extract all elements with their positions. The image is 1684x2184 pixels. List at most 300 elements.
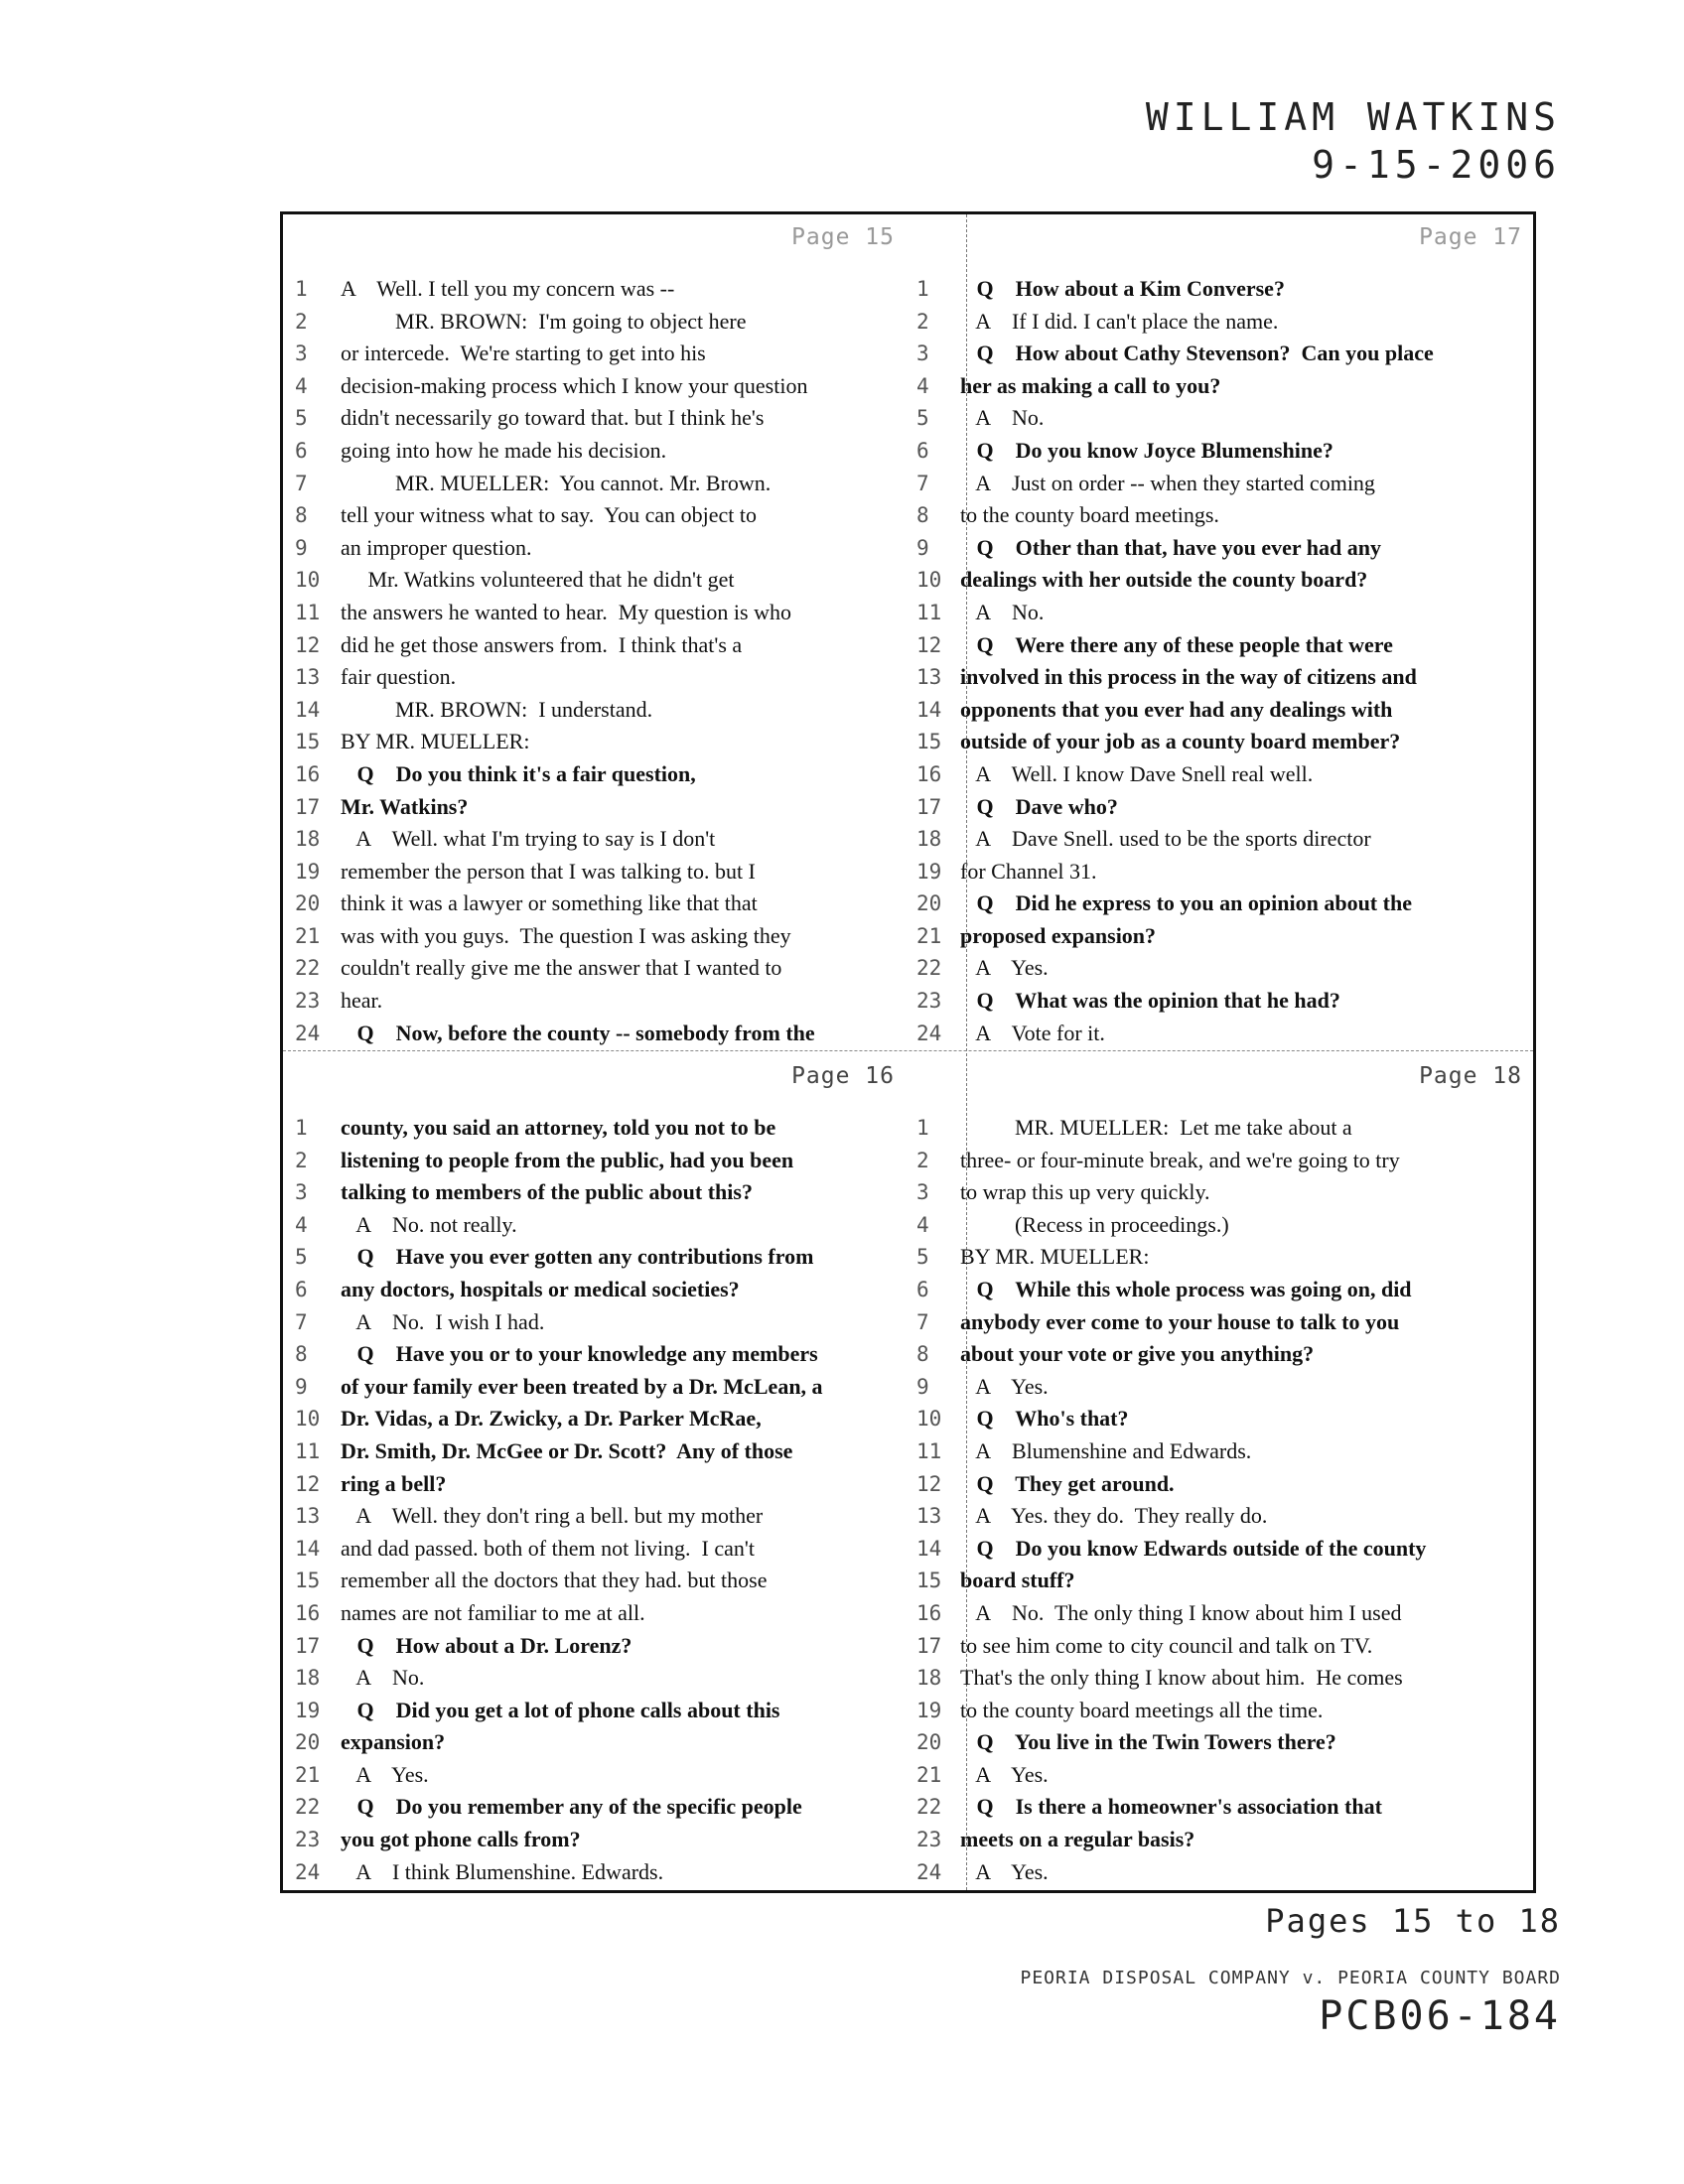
line-text: A Well. they don't ring a bell. but my mother: [341, 1503, 764, 1529]
transcript-line: [911, 1306, 1538, 1339]
transcript-line: [283, 1018, 911, 1050]
line-text: Dr. Vidas, a Dr. Zwicky, a Dr. Parker McRae,: [341, 1406, 762, 1432]
transcript-line: [283, 1145, 911, 1177]
line-text: for Channel 31.: [960, 858, 1097, 884]
line-number: 8: [295, 1342, 308, 1367]
line-number: 5: [916, 1245, 929, 1270]
line-text: A No. The only thing I know about him I used: [960, 1599, 1402, 1625]
transcript-line: [283, 661, 911, 694]
line-number: 19: [916, 1698, 942, 1722]
transcript-line: [283, 402, 911, 435]
line-text: Q Were there any of these people that were: [960, 631, 1393, 657]
line-number: 6: [295, 1277, 308, 1301]
line-text: meets on a regular basis?: [960, 1827, 1195, 1852]
transcript-line: [283, 1791, 911, 1824]
transcript-line: [911, 1565, 1538, 1597]
page-lines: [911, 1112, 1538, 1888]
line-text: involved in this process in the way of citizens and: [960, 664, 1417, 690]
line-number: 24: [916, 1021, 942, 1045]
transcript-line: [911, 1630, 1538, 1663]
line-number: 7: [916, 1309, 929, 1334]
line-text: Q While this whole process was going on, did: [960, 1276, 1412, 1301]
line-number: 12: [295, 632, 321, 657]
transcript-line: [911, 856, 1538, 888]
line-number: 21: [295, 1762, 321, 1787]
transcript-line: [283, 920, 911, 953]
transcript-line: [911, 1274, 1538, 1306]
line-number: 10: [916, 1407, 942, 1432]
line-text: Q Do you think it's a fair question,: [341, 760, 696, 786]
line-text: A Yes. they do. They really do.: [960, 1503, 1268, 1529]
transcript-line: [283, 1403, 911, 1435]
transcript-line: [911, 823, 1538, 856]
line-text: hear.: [341, 988, 383, 1014]
witness-name: WILLIAM WATKINS: [1145, 95, 1561, 139]
line-text: Q Do you know Joyce Blumenshine?: [960, 437, 1333, 463]
line-number: 7: [295, 1309, 308, 1334]
page-lines: [911, 273, 1538, 1049]
line-number: 16: [295, 761, 321, 786]
line-number: 11: [295, 600, 321, 624]
transcript-line: [911, 402, 1538, 435]
transcript-line: [911, 499, 1538, 532]
transcript-line: [283, 1112, 911, 1145]
transcript-line: [911, 273, 1538, 306]
transcript-line: [283, 1500, 911, 1533]
transcript-line: [283, 1597, 911, 1630]
line-text: A No.: [341, 1665, 425, 1691]
line-number: 3: [295, 341, 308, 366]
line-number: 8: [295, 503, 308, 528]
line-text: A Well. what I'm trying to say is I don't: [341, 826, 716, 852]
line-text: Q How about a Kim Converse?: [960, 276, 1285, 301]
line-number: 4: [295, 1212, 308, 1237]
line-text: A No. I wish I had.: [341, 1308, 545, 1334]
line-text: Q Is there a homeowner's association that: [960, 1794, 1382, 1820]
line-text: about your vote or give you anything?: [960, 1341, 1315, 1367]
line-text: That's the only thing I know about him. He comes: [960, 1665, 1403, 1691]
transcript-line: [911, 532, 1538, 565]
line-number: 11: [295, 1438, 321, 1463]
transcript-line: [283, 887, 911, 920]
line-number: 22: [295, 1795, 321, 1820]
transcript-line: [283, 1306, 911, 1339]
transcript-line: [283, 1209, 911, 1242]
line-number: 12: [916, 632, 942, 657]
line-text: A Just on order -- when they started coming: [960, 470, 1375, 495]
transcript-line: [283, 273, 911, 306]
line-text: remember the person that I was talking to. but I: [341, 858, 756, 884]
transcript-line: [283, 952, 911, 985]
transcript-line: [911, 952, 1538, 985]
transcript-line: [283, 1533, 911, 1566]
line-text: did he get those answers from. I think that's a: [341, 631, 743, 657]
transcript-line: [911, 1112, 1538, 1145]
transcript-line: [283, 1176, 911, 1209]
line-number: 1: [295, 1116, 308, 1140]
line-text: ring a bell?: [341, 1470, 447, 1496]
line-number: 15: [916, 1569, 942, 1593]
line-text: think it was a lawyer or something like that that: [341, 890, 758, 916]
transcript-line: [283, 1630, 911, 1663]
case-number: PCB06-184: [1319, 1993, 1561, 2039]
transcript-line: [911, 1500, 1538, 1533]
line-text: BY MR. MUELLER:: [960, 1244, 1150, 1270]
transcript-line: [911, 1695, 1538, 1727]
line-number: 24: [295, 1859, 321, 1884]
transcript-line: [911, 920, 1538, 953]
transcript-line: [283, 1695, 911, 1727]
line-text: A Yes.: [960, 955, 1049, 981]
transcript-line: [283, 499, 911, 532]
line-number: 1: [295, 277, 308, 301]
transcript-line: [283, 597, 911, 629]
line-text: any doctors, hospitals or medical societies?: [341, 1276, 740, 1301]
transcript-line: [911, 726, 1538, 758]
line-text: three- or four-minute break, and we're going to try: [960, 1147, 1400, 1172]
line-text: the answers he wanted to hear. My question is who: [341, 599, 791, 624]
transcript-line: [911, 1371, 1538, 1404]
line-number: 16: [916, 1600, 942, 1625]
line-number: 5: [916, 406, 929, 431]
line-number: 17: [295, 1633, 321, 1658]
line-text: county, you said an attorney, told you not to be: [341, 1115, 776, 1140]
transcript-line: [911, 985, 1538, 1018]
line-text: expansion?: [341, 1729, 446, 1755]
transcript-line: [911, 435, 1538, 468]
transcript-line: [911, 1241, 1538, 1274]
transcript-line: [911, 1597, 1538, 1630]
line-number: 3: [295, 1180, 308, 1205]
transcript-line: [911, 597, 1538, 629]
line-text: Q You live in the Twin Towers there?: [960, 1729, 1336, 1755]
line-text: A Blumenshine and Edwards.: [960, 1437, 1252, 1463]
transcript-line: [911, 1791, 1538, 1824]
transcript-line: [283, 1468, 911, 1501]
line-number: 19: [295, 1698, 321, 1722]
transcript-line: [283, 1371, 911, 1404]
transcript-line: [911, 1145, 1538, 1177]
line-text: Q Did you get a lot of phone calls about this: [341, 1697, 780, 1722]
line-number: 20: [916, 1730, 942, 1755]
transcript-line: [283, 1338, 911, 1371]
line-number: 1: [916, 1116, 929, 1140]
transcript-line: [283, 1435, 911, 1468]
transcript-line: [911, 1176, 1538, 1209]
transcript-line: [283, 1824, 911, 1856]
line-text: to the county board meetings.: [960, 502, 1219, 528]
line-number: 9: [295, 535, 308, 560]
line-number: 20: [916, 891, 942, 916]
transcript-line: [911, 694, 1538, 727]
line-text: board stuff?: [960, 1568, 1075, 1593]
line-number: 10: [295, 568, 321, 593]
line-number: 2: [916, 1148, 929, 1172]
line-number: 13: [916, 665, 942, 690]
line-number: 10: [295, 1407, 321, 1432]
line-text: A Yes.: [960, 1761, 1049, 1787]
line-number: 23: [916, 1828, 942, 1852]
line-text: Q Do you remember any of the specific people: [341, 1794, 802, 1820]
line-number: 4: [916, 373, 929, 398]
transcript-line: [911, 1403, 1538, 1435]
line-number: 8: [916, 503, 929, 528]
transcript-line: [911, 338, 1538, 370]
line-text: to the county board meetings all the time.: [960, 1697, 1324, 1722]
page-range: Pages 15 to 18: [1265, 1902, 1561, 1940]
line-number: 12: [295, 1471, 321, 1496]
line-text: proposed expansion?: [960, 922, 1157, 948]
line-number: 14: [916, 697, 942, 722]
transcript-line: [911, 1759, 1538, 1792]
line-number: 7: [916, 471, 929, 495]
line-text: A Dave Snell. used to be the sports director: [960, 826, 1371, 852]
line-number: 23: [295, 1828, 321, 1852]
line-number: 9: [916, 535, 929, 560]
line-text: MR. BROWN: I understand.: [341, 696, 653, 722]
transcript-line: [283, 435, 911, 468]
transcript-line: [911, 887, 1538, 920]
line-number: 22: [295, 956, 321, 981]
line-number: 22: [916, 1795, 942, 1820]
transcript-line: [911, 1726, 1538, 1759]
line-text: talking to members of the public about this?: [341, 1179, 753, 1205]
transcript-line: [911, 1338, 1538, 1371]
line-text: to see him come to city council and talk on TV.: [960, 1632, 1373, 1658]
transcript-line: [283, 823, 911, 856]
line-number: 1: [916, 277, 929, 301]
page-label: Page 17: [1419, 224, 1522, 250]
line-text: Q Did he express to you an opinion about the: [960, 890, 1412, 916]
page-label: Page 16: [791, 1063, 895, 1089]
transcript-line: [283, 532, 911, 565]
line-number: 20: [295, 1730, 321, 1755]
line-number: 20: [295, 891, 321, 916]
transcript-line: [911, 629, 1538, 662]
line-number: 2: [295, 1148, 308, 1172]
transcript-line: [911, 1856, 1538, 1889]
line-number: 17: [916, 1633, 942, 1658]
line-text: A Vote for it.: [960, 1020, 1105, 1045]
line-text: anybody ever come to your house to talk to you: [960, 1308, 1400, 1334]
line-number: 3: [916, 341, 929, 366]
transcript-line: [911, 758, 1538, 791]
line-text: MR. MUELLER: Let me take about a: [960, 1115, 1352, 1140]
line-number: 9: [916, 1374, 929, 1399]
line-text: Q Dave who?: [960, 793, 1118, 819]
line-text: her as making a call to you?: [960, 372, 1221, 398]
line-number: 14: [295, 1536, 321, 1561]
line-text: decision-making process which I know your question: [341, 372, 808, 398]
transcript-line: [911, 468, 1538, 500]
line-number: 8: [916, 1342, 929, 1367]
line-number: 2: [916, 309, 929, 334]
line-number: 15: [295, 1569, 321, 1593]
line-text: A Well. I tell you my concern was --: [341, 276, 675, 301]
line-text: Q Do you know Edwards outside of the county: [960, 1535, 1427, 1561]
line-text: MR. MUELLER: You cannot. Mr. Brown.: [341, 470, 772, 495]
line-text: couldn't really give me the answer that I wanted to: [341, 955, 782, 981]
line-number: 12: [916, 1471, 942, 1496]
transcript-line: [283, 1726, 911, 1759]
line-text: Q What was the opinion that he had?: [960, 988, 1340, 1014]
line-text: A I think Blumenshine. Edwards.: [341, 1858, 664, 1884]
line-number: 16: [916, 761, 942, 786]
line-text: BY MR. MUELLER:: [341, 729, 530, 754]
line-number: 2: [295, 309, 308, 334]
line-number: 19: [295, 859, 321, 884]
transcript-line: [283, 468, 911, 500]
transcript-line: [283, 856, 911, 888]
line-text: an improper question.: [341, 534, 532, 560]
line-text: and dad passed. both of them not living. I can't: [341, 1535, 755, 1561]
line-text: outside of your job as a county board member?: [960, 729, 1401, 754]
line-text: Q Have you or to your knowledge any members: [341, 1341, 818, 1367]
line-number: 13: [916, 1504, 942, 1529]
line-text: A Yes.: [341, 1761, 429, 1787]
line-number: 4: [295, 373, 308, 398]
transcript-line: [911, 1824, 1538, 1856]
transcript-line: [283, 306, 911, 339]
page-label: Page 15: [791, 224, 895, 250]
transcript-line: [283, 629, 911, 662]
line-text: going into how he made his decision.: [341, 437, 667, 463]
line-number: 23: [916, 989, 942, 1014]
transcript-line: [283, 1662, 911, 1695]
transcript-line: [283, 758, 911, 791]
transcript-line: [283, 985, 911, 1018]
line-number: 15: [295, 730, 321, 754]
line-number: 17: [916, 794, 942, 819]
line-number: 21: [295, 923, 321, 948]
line-text: A If I did. I can't place the name.: [960, 308, 1279, 334]
transcript-line: [283, 726, 911, 758]
line-number: 18: [295, 827, 321, 852]
line-number: 11: [916, 600, 942, 624]
line-text: to wrap this up very quickly.: [960, 1179, 1210, 1205]
line-text: A Yes.: [960, 1858, 1049, 1884]
transcript-line: [911, 1533, 1538, 1566]
line-text: Q They get around.: [960, 1470, 1175, 1496]
line-text: listening to people from the public, had you been: [341, 1147, 794, 1172]
line-number: 21: [916, 923, 942, 948]
line-number: 24: [295, 1021, 321, 1045]
transcript-line: [911, 564, 1538, 597]
transcript-line: [283, 1759, 911, 1792]
line-text: A No. not really.: [341, 1211, 517, 1237]
line-number: 18: [295, 1666, 321, 1691]
line-number: 6: [916, 1277, 929, 1301]
line-text: Q Who's that?: [960, 1406, 1129, 1432]
line-number: 6: [916, 438, 929, 463]
line-number: 22: [916, 956, 942, 981]
case-title: PEORIA DISPOSAL COMPANY v. PEORIA COUNTY BOARD: [1020, 1968, 1561, 1988]
line-number: 14: [916, 1536, 942, 1561]
line-number: 5: [295, 406, 308, 431]
line-text: A No.: [960, 405, 1045, 431]
transcript-line: [283, 370, 911, 403]
line-text: MR. BROWN: I'm going to object here: [341, 308, 747, 334]
transcript-line: [911, 306, 1538, 339]
transcript-box: [280, 211, 1536, 1893]
line-text: was with you guys. The question I was asking they: [341, 922, 791, 948]
line-text: Dr. Smith, Dr. McGee or Dr. Scott? Any of those: [341, 1437, 793, 1463]
transcript-line: [911, 1435, 1538, 1468]
row-divider: [283, 1050, 1533, 1051]
line-number: 13: [295, 1504, 321, 1529]
page-label: Page 18: [1419, 1063, 1522, 1089]
line-number: 11: [916, 1438, 942, 1463]
line-text: Q Have you ever gotten any contributions from: [341, 1244, 814, 1270]
line-number: 3: [916, 1180, 929, 1205]
line-text: Mr. Watkins volunteered that he didn't get: [341, 567, 735, 593]
transcript-line: [283, 1241, 911, 1274]
deposition-date: 9-15-2006: [1312, 143, 1561, 187]
line-number: 16: [295, 1600, 321, 1625]
line-number: 23: [295, 989, 321, 1014]
line-number: 13: [295, 665, 321, 690]
line-text: or intercede. We're starting to get into his: [341, 341, 706, 366]
line-text: Mr. Watkins?: [341, 793, 469, 819]
line-text: A Well. I know Dave Snell real well.: [960, 760, 1314, 786]
line-number: 19: [916, 859, 942, 884]
line-text: dealings with her outside the county board?: [960, 567, 1368, 593]
line-number: 5: [295, 1245, 308, 1270]
line-text: tell your witness what to say. You can object to: [341, 502, 757, 528]
transcript-line: [283, 564, 911, 597]
line-number: 17: [295, 794, 321, 819]
line-number: 7: [295, 471, 308, 495]
line-number: 15: [916, 730, 942, 754]
line-number: 18: [916, 827, 942, 852]
line-number: 4: [916, 1212, 929, 1237]
line-number: 14: [295, 697, 321, 722]
line-text: (Recess in proceedings.): [960, 1211, 1229, 1237]
line-number: 21: [916, 1762, 942, 1787]
line-text: remember all the doctors that they had. but those: [341, 1568, 768, 1593]
transcript-line: [283, 1565, 911, 1597]
transcript-line: [911, 791, 1538, 824]
transcript-line: [283, 1274, 911, 1306]
transcript-line: [911, 661, 1538, 694]
line-text: didn't necessarily go toward that. but I think he's: [341, 405, 765, 431]
transcript-line: [283, 694, 911, 727]
line-text: A Yes.: [960, 1373, 1049, 1399]
transcript-line: [283, 1856, 911, 1889]
transcript-line: [911, 1468, 1538, 1501]
transcript-line: [911, 1209, 1538, 1242]
page-lines: [283, 273, 911, 1049]
transcript-line: [911, 1662, 1538, 1695]
transcript-line: [283, 791, 911, 824]
line-number: 10: [916, 568, 942, 593]
line-text: names are not familiar to me at all.: [341, 1599, 645, 1625]
line-text: A No.: [960, 599, 1045, 624]
line-number: 9: [295, 1374, 308, 1399]
transcript-line: [911, 370, 1538, 403]
line-text: Q Now, before the county -- somebody from the: [341, 1020, 815, 1045]
transcript-line: [283, 338, 911, 370]
line-number: 18: [916, 1666, 942, 1691]
line-text: Q How about a Dr. Lorenz?: [341, 1632, 632, 1658]
line-number: 24: [916, 1859, 942, 1884]
line-text: opponents that you ever had any dealings with: [960, 696, 1393, 722]
line-number: 6: [295, 438, 308, 463]
transcript-line: [911, 1018, 1538, 1050]
line-text: fair question.: [341, 664, 457, 690]
line-text: Q Other than that, have you ever had any: [960, 534, 1381, 560]
line-text: of your family ever been treated by a Dr. McLean, a: [341, 1373, 823, 1399]
